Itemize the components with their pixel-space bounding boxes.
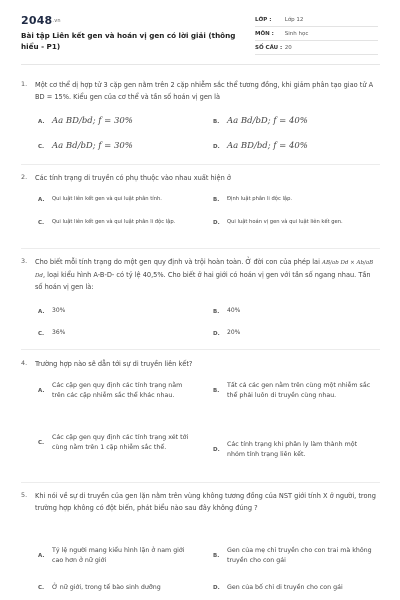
- option-a[interactable]: [38, 381, 192, 401]
- option-label: B.: [213, 308, 220, 315]
- option-label: A.: [38, 197, 45, 203]
- question-text: Trường hợp nào sẽ dẫn tới sự di truyền liên kết?: [35, 360, 193, 368]
- option-a[interactable]: [38, 306, 65, 317]
- option-label: A.: [38, 308, 45, 315]
- question-number: 3.: [21, 257, 28, 265]
- option-c[interactable]: [38, 141, 133, 152]
- option-text: Các tính trạng khi phân ly làm thành một nhóm tính trạng liên kết.: [227, 441, 358, 458]
- meta-count-value: 20: [284, 45, 292, 51]
- option-label: A.: [38, 388, 45, 394]
- question-text: Khi nói về sự di truyền của gen lặn nằm trên vùng không tương đồng của NST giới tính X ở người, trong trường hợp không có đột biến, phát biểu nào sau đây không đúng ?: [35, 492, 376, 512]
- option-text: Qui luật liên kết gen và qui luật phân tính.: [52, 196, 162, 202]
- question-divider: [21, 482, 380, 483]
- option-b[interactable]: [213, 116, 308, 127]
- meta-count: [255, 45, 292, 51]
- option-label: A.: [38, 118, 45, 125]
- option-text: Qui luật hoán vị gen và qui luật liên kết gen.: [227, 219, 343, 225]
- option-label: D.: [213, 447, 220, 453]
- option-text: 30%: [52, 307, 66, 314]
- option-text: Gen của mẹ chỉ truyền cho con trai mà không truyền cho con gái: [227, 547, 372, 564]
- option-b[interactable]: [213, 195, 383, 205]
- question-text-part: , loại kiểu hình A-B-D- có tỷ lệ 40,5%. Cho biết ở hai giới có hoán vị gen với tần số ngang nhau. Tần số hoán vị gen là:: [35, 270, 371, 291]
- option-label: D.: [213, 143, 220, 150]
- option-c[interactable]: [38, 433, 192, 453]
- question-text: Các tính trạng di truyền có phụ thuộc vào nhau xuất hiện ở: [35, 174, 231, 182]
- meta-subject-value: Sinh học: [284, 31, 309, 37]
- option-label: B.: [213, 197, 220, 203]
- option-label: C.: [38, 585, 45, 591]
- question-number: 5.: [21, 491, 28, 499]
- meta-class-value: Lớp 12: [284, 17, 304, 23]
- option-text: 20%: [227, 329, 241, 336]
- option-d[interactable]: [213, 440, 372, 460]
- option-text: Gen của bố chỉ di truyền cho con gái: [227, 584, 343, 591]
- option-label: A.: [38, 553, 45, 559]
- option-label: C.: [38, 330, 45, 337]
- logo-text: 2048: [21, 14, 53, 27]
- page-title: Bài tập Liên kết gen và hoán vị gen có lời giải (thông hiểu - P1): [21, 31, 236, 51]
- option-b[interactable]: [213, 546, 372, 566]
- option-text: Các cặp gen quy định các tính trạng nằm trên các cặp nhiễm sắc thể khác nhau.: [52, 382, 183, 399]
- option-text: Tất cả các gen nằm trên cùng một nhiễm sắc thể phải luôn di truyền cùng nhau.: [227, 382, 371, 399]
- option-text: 36%: [52, 329, 66, 336]
- option-label: B.: [213, 118, 220, 125]
- option-text: Qui luật liên kết gen và qui luật phân li độc lập.: [52, 219, 176, 225]
- option-text: Tỷ lệ người mang kiểu hình lặn ở nam giới cao hơn ở nữ giới: [52, 547, 185, 564]
- option-label: D.: [213, 330, 220, 337]
- question-number: 4.: [21, 359, 28, 367]
- cross-formula: AB/ab Dd × Ab/aB Dd: [35, 260, 374, 279]
- option-text: Aa Bd/bD; f = 30%: [52, 141, 133, 151]
- option-b[interactable]: [213, 381, 372, 401]
- question-number: 1.: [21, 80, 28, 88]
- option-label: D.: [213, 220, 220, 226]
- option-text: Aa BD/bd; f = 30%: [52, 116, 133, 126]
- header-divider: [21, 64, 380, 65]
- option-label: C.: [38, 220, 45, 226]
- divider: [255, 26, 378, 27]
- option-d[interactable]: [213, 583, 372, 594]
- meta-class-label: LỚP :: [255, 17, 272, 23]
- option-text: Aa BD/bd; f = 40%: [227, 141, 308, 151]
- option-a[interactable]: [38, 116, 133, 127]
- option-a[interactable]: [38, 195, 208, 205]
- divider: [255, 54, 378, 55]
- option-c[interactable]: [38, 218, 208, 228]
- logo-suffix: .vn: [52, 18, 61, 24]
- option-d[interactable]: [213, 141, 308, 152]
- question-text-part: Cho biết mỗi tính trạng do một gen quy định và trội hoàn toàn. Ở đời con của phép lai: [35, 258, 320, 266]
- option-label: B.: [213, 553, 220, 559]
- option-a[interactable]: [38, 546, 192, 566]
- question-divider: [21, 164, 380, 165]
- option-text: 40%: [227, 307, 241, 314]
- option-d[interactable]: [213, 328, 240, 339]
- meta-subject-label: MÔN :: [255, 31, 274, 37]
- option-text: Các cặp gen quy định các tính trạng xét tới cùng nằm trên 1 cặp nhiễm sắc thể.: [52, 434, 189, 451]
- option-text: Định luật phân li độc lập.: [227, 196, 293, 202]
- question-divider: [21, 248, 380, 249]
- option-text: Ở nữ giới, trong tế bào sinh dưỡng: [52, 584, 161, 591]
- meta-count-label: SỐ CÂU :: [255, 45, 283, 51]
- option-label: B.: [213, 388, 220, 394]
- question-divider: [21, 349, 380, 350]
- meta-class: [255, 17, 303, 23]
- option-label: C.: [38, 440, 45, 446]
- option-b[interactable]: [213, 306, 240, 317]
- question-text: [35, 257, 380, 294]
- option-text: Aa Bd/bD; f = 40%: [227, 116, 308, 126]
- option-c[interactable]: [38, 328, 65, 339]
- meta-subject: [255, 31, 308, 37]
- question-number: 2.: [21, 173, 28, 181]
- option-label: C.: [38, 143, 45, 150]
- divider: [255, 40, 378, 41]
- option-d[interactable]: [213, 218, 383, 228]
- option-c[interactable]: [38, 583, 192, 594]
- site-logo[interactable]: [21, 14, 61, 27]
- option-label: D.: [213, 585, 220, 591]
- question-text: Một cơ thể dị hợp tử 3 cặp gen nằm trên 2 cặp nhiễm sắc thể tương đồng, khi giảm phân tạo giao tử A BD = 15%. Kiểu gen của cơ thể và tần số hoán vị gen là: [35, 81, 374, 101]
